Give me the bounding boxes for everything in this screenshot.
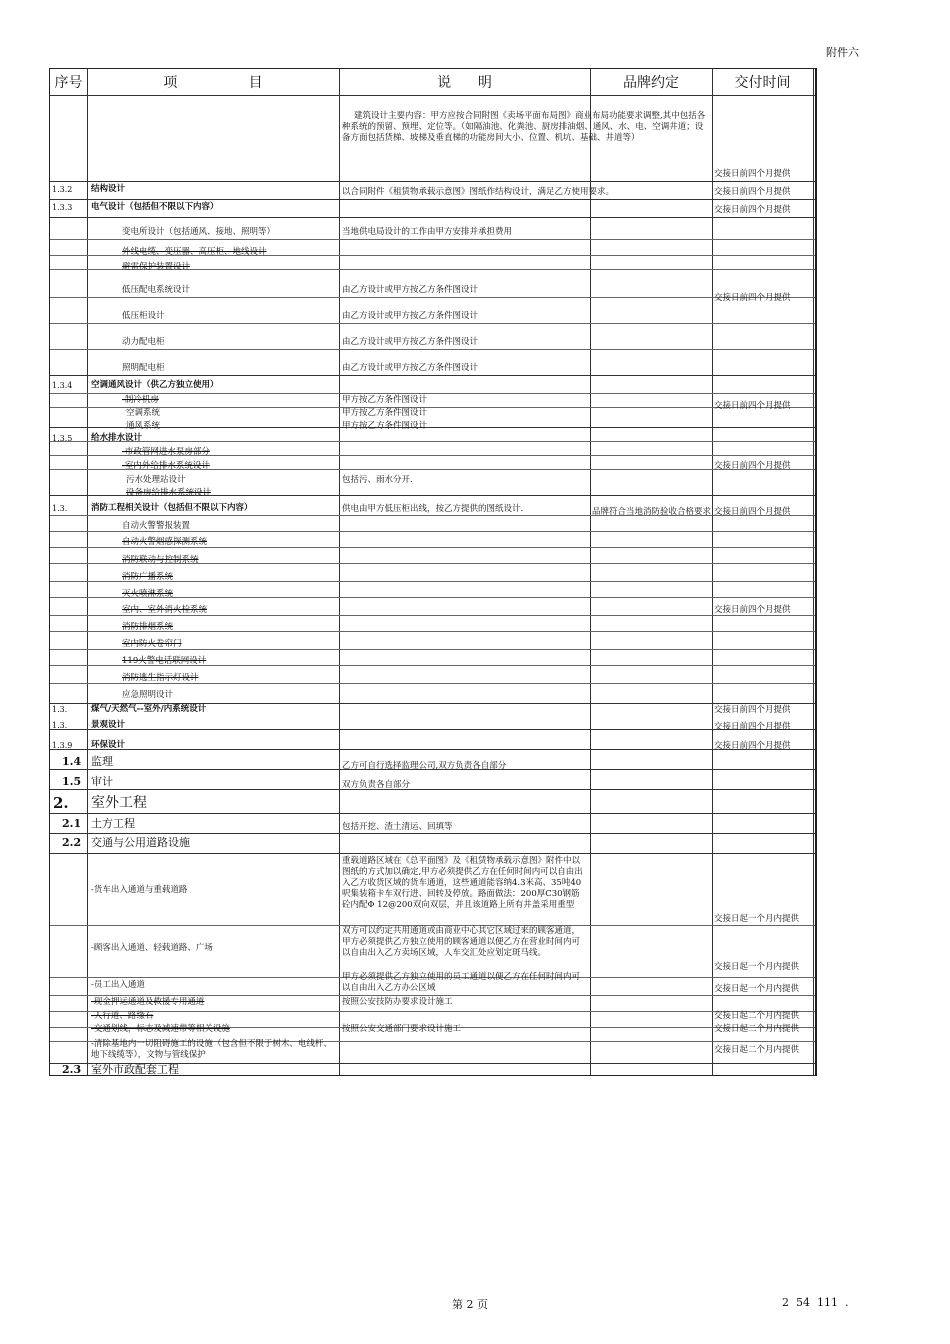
item-cell: 交通与公用道路设施 <box>91 836 190 849</box>
annex-label: 附件六 <box>826 46 859 59</box>
item-cell: 污水处理站设计 <box>126 475 186 485</box>
item-cell: 低压配电系统设计 <box>122 285 191 295</box>
item-cell: 低压柜设计 <box>122 311 165 321</box>
desc-cell: 甲方按乙方条件图设计 <box>342 395 428 405</box>
header-brand: 品牌约定 <box>623 75 679 91</box>
section-number: 2. <box>53 794 69 812</box>
desc-cell: 包括开挖、渣土清运、回填等 <box>342 822 453 832</box>
item-cell: 避雷保护装置设计 <box>122 262 191 272</box>
header-delivery: 交付时间 <box>734 75 791 91</box>
item-cell: 自动火警警报装置 <box>122 521 191 531</box>
delivery-cell: 交接日前四个月提供 <box>714 605 791 615</box>
desc-cell: 甲方必须提供乙方独立使用的员工通道以便乙方在任何时间内可以自由出入乙方办公区域 <box>342 972 581 993</box>
delivery-cell: 交接日起二个月内提供 <box>714 1045 800 1055</box>
item-cell: 煤气/天然气--室外/内系统设计 <box>91 704 207 714</box>
item-cell: 消防逃生指示灯设计 <box>122 673 199 683</box>
item-cell: 自动火警烟感探测系统 <box>122 537 208 547</box>
item-cell: -室内外给排水系统设计 <box>122 461 210 471</box>
item-cell: 灭火喷淋系统 <box>122 589 174 599</box>
item-cell: 119火警电话联网设计 <box>122 656 207 666</box>
item-cell: 电气设计（包括但不限以下内容） <box>91 202 219 212</box>
row-number: 1.3.9 <box>52 741 73 750</box>
row-number: 1.3.4 <box>52 381 73 390</box>
desc-cell: 包括污、雨水分开. <box>342 475 413 485</box>
item-cell: 审计 <box>91 775 113 788</box>
desc-cell: 由乙方设计或甲方按乙方条件图设计 <box>342 285 479 295</box>
item-cell: 变电所设计（包括通风、接地、照明等） <box>122 227 276 237</box>
item-cell: 消防广播系统 <box>122 572 174 582</box>
desc-cell: 重载道路区域在《总平面图》及《租赁物承载示意图》附件中以图纸的方式加以确定,甲方必须提供乙方在任何时间内可以自由出入乙方收货区域的货车通道，这些通道能容纳4.3米高、35吨40呎集装箱卡车双行进、回转及停放。路面做法：200厚C30钢筋砼内配Φ 12@200双向双层，并且该道路上所有井盖采用重型 <box>342 856 583 910</box>
row-number: 1.3.2 <box>52 185 73 194</box>
desc-cell: 双方可以约定共用通道或由商业中心其它区域过来的顾客通道，甲方必须提供乙方独立使用的顾客通道以便乙方在营业时间内可以自由出入乙方卖场区域，人车交汇处应划定斑马线。 <box>342 926 581 958</box>
desc-cell: 乙方可自行选择监理公司,双方负责各自部分 <box>342 761 507 771</box>
section-title: 室外工程 <box>91 795 147 811</box>
page-code: 2 54 111 . <box>782 1296 849 1309</box>
row-number: 2.2 <box>62 836 82 849</box>
item-cell: -货车出入通道与重载道路 <box>91 885 188 895</box>
item-cell: -顾客出入通道、轻载道路、广场 <box>91 943 213 953</box>
item-cell: 给水排水设计 <box>91 433 143 443</box>
item-cell: 外线电缆、变压器、高压柜、地线设计 <box>122 247 267 257</box>
item-cell: 景观设计 <box>91 720 126 730</box>
item-cell: -员工出入通道 <box>91 980 145 990</box>
item-cell: 照明配电柜 <box>122 363 165 373</box>
delivery-cell: 交接日前四个月提供 <box>714 401 791 411</box>
item-cell: 结构设计 <box>91 184 126 194</box>
delivery-cell: 交接日起一个月内提供 <box>714 984 800 994</box>
item-cell: 设备房给排水系统设计 <box>126 488 212 498</box>
desc-cell: 按照公安技防办要求设计施工 <box>342 997 453 1007</box>
item-cell: 消防工程相关设计（包括但不限以下内容） <box>91 503 253 513</box>
item-cell: 环保设计 <box>91 740 126 750</box>
item-cell: 监理 <box>91 755 113 768</box>
header-desc: 说 明 <box>437 75 492 91</box>
item-cell: 消防联动与控制系统 <box>122 555 199 565</box>
item-cell: -清除基地内一切阻碍施工的设施（包含但不限于树木、电线杆、地下线缆等），文物与管线保护 <box>91 1039 332 1060</box>
delivery-cell: 交接日起一个月内提供 <box>714 914 800 924</box>
row-number: 1.4 <box>62 755 82 768</box>
item-cell: 消防排烟系统 <box>122 622 174 632</box>
desc-cell: 以合同附件《租赁物承载示意图》图纸作结构设计，满足乙方使用要求。 <box>342 187 615 197</box>
item-cell: -人行道、路缘石 <box>91 1011 154 1021</box>
delivery-cell: 交接日前四个月提供 <box>714 741 791 751</box>
delivery-cell: 交接日起二个月内提供 <box>714 1024 800 1034</box>
item-cell: -制冷机房 <box>122 395 159 405</box>
item-cell: -市政管网进水泵房部分 <box>122 447 210 457</box>
delivery-cell: 交接日前四个月提供 <box>714 187 791 197</box>
desc-cell: 双方负责各自部分 <box>342 780 411 790</box>
page-number: 第 2 页 <box>452 1298 488 1311</box>
delivery-cell: 交接日前四个月提供 <box>714 205 791 215</box>
row-number: 1.3.5 <box>52 434 73 443</box>
item-cell: -交通划线，标志及减速带等相关设施 <box>91 1024 230 1034</box>
delivery-cell: 交接日前四个月提供 <box>714 705 791 715</box>
row-number: 1.3. <box>52 721 68 730</box>
desc-cell: 供电由甲方低压柜出线，按乙方提供的图纸设计. <box>342 504 524 514</box>
delivery-cell: 交接日前四个月提供 <box>714 722 791 732</box>
row-number: 1.3. <box>52 504 68 513</box>
row-number: 2.1 <box>62 817 82 830</box>
desc-cell: 按照公安交通部门要求设计施工 <box>342 1024 462 1034</box>
item-cell: 通风系统 <box>126 421 161 431</box>
header-item: 项 目 <box>163 75 263 91</box>
item-cell: 应急照明设计 <box>122 690 174 700</box>
desc-cell: 当地供电局设计的工作由甲方安排并承担费用 <box>342 227 513 237</box>
item-cell: 土方工程 <box>91 817 135 830</box>
item-cell: 室内、室外消火栓系统 <box>122 605 208 615</box>
delivery-cell: 交接日前四个月提供 <box>714 507 791 517</box>
item-cell: 室内防火卷帘门 <box>122 639 182 649</box>
item-cell: 动力配电柜 <box>122 337 165 347</box>
row-number: 1.5 <box>62 775 82 788</box>
desc-cell: 由乙方设计或甲方按乙方条件图设计 <box>342 363 479 373</box>
delivery-cell: 交接日前四个月提供 <box>714 169 791 179</box>
delivery-cell: 交接日前四个月提供 <box>714 293 791 303</box>
delivery-cell: 交接日起一个月内提供 <box>714 962 800 972</box>
row-number: 1.3.3 <box>52 203 73 212</box>
spec-table <box>49 68 817 1076</box>
delivery-cell: 交接日起二个月内提供 <box>714 1011 800 1021</box>
desc-cell: 甲方按乙方条件图设计 <box>342 408 428 418</box>
desc-cell: 由乙方设计或甲方按乙方条件图设计 <box>342 311 479 321</box>
header-seq: 序号 <box>54 75 83 91</box>
item-cell: -现金押运通道及救援专用通道 <box>91 997 205 1007</box>
intro-text: 建筑设计主要内容：甲方应按合同附图《卖场平面布局图》商业布局功能要求调整,其中包括各种系统的预留、预埋、定位等。（如隔油池、化粪池、厨房排油烟、通风、水、电、空调井道；设备方面包括货梯、坡梯及垂直梯的功能房间大小、位置、机坑、基础、井道等） <box>342 111 706 143</box>
row-number: 1.3. <box>52 705 68 714</box>
delivery-cell: 交接日前四个月提供 <box>714 461 791 471</box>
desc-cell: 甲方按乙方条件图设计 <box>342 421 428 431</box>
item-cell: 室外市政配套工程 <box>91 1063 179 1076</box>
desc-cell: 由乙方设计或甲方按乙方条件图设计 <box>342 337 479 347</box>
row-number: 2.3 <box>62 1063 82 1076</box>
brand-cell: 品牌符合当地消防验收合格要求 <box>592 507 712 517</box>
item-cell: 空调系统 <box>126 408 161 418</box>
item-cell: 空调通风设计（供乙方独立使用） <box>91 380 219 390</box>
